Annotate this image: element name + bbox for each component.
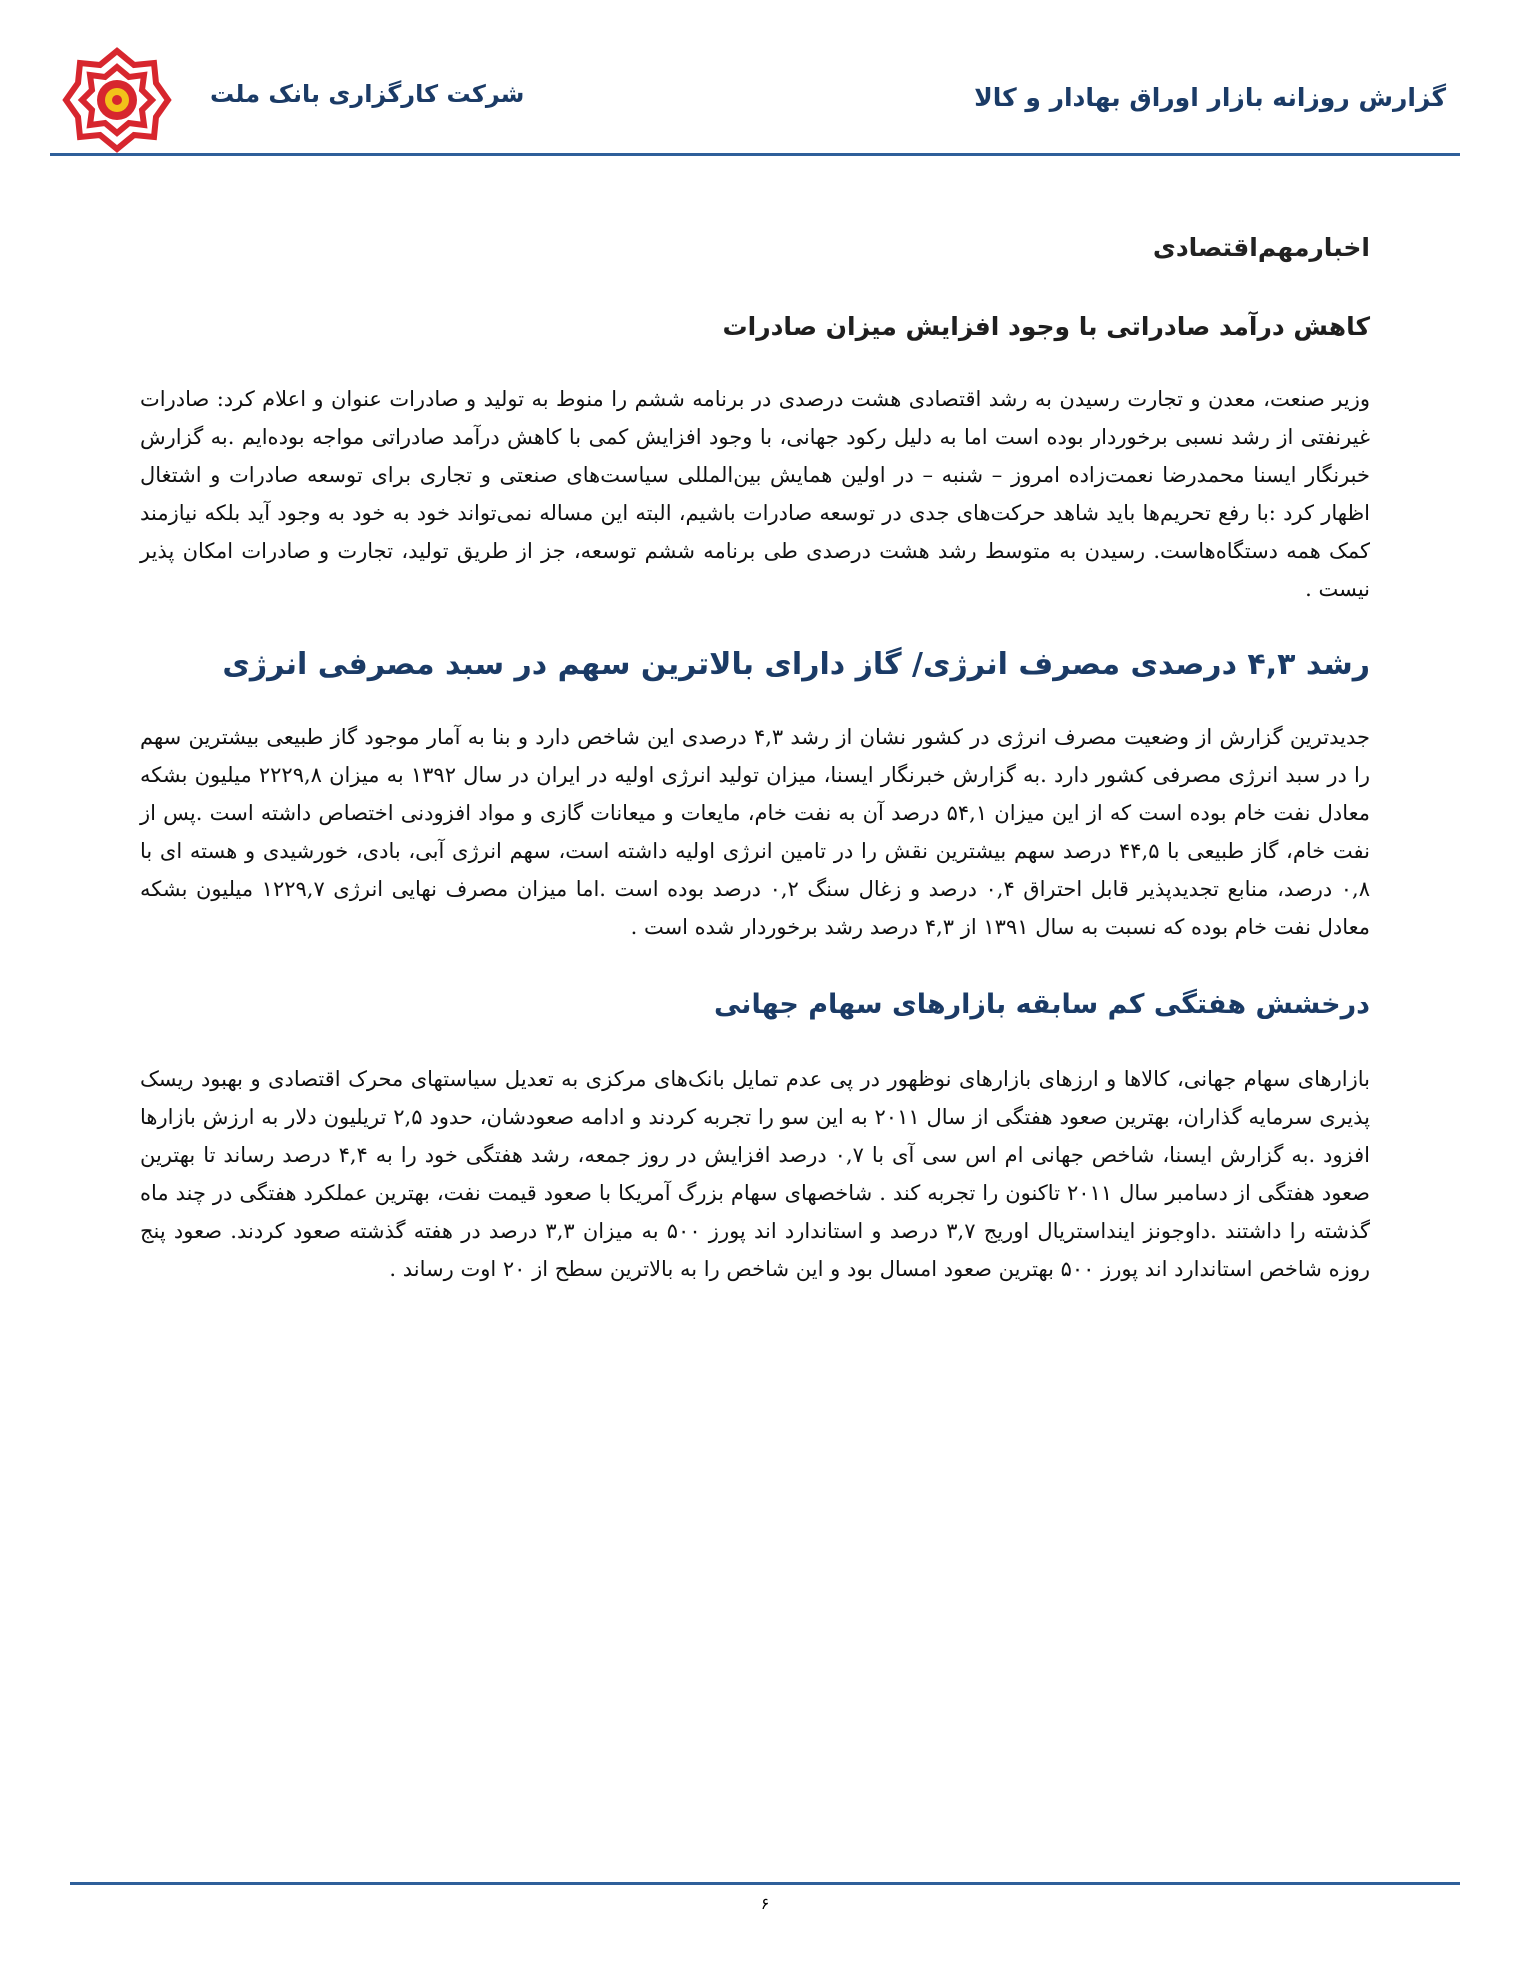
page-header [50,45,1460,155]
article-1 [140,309,1370,608]
footer-divider [70,1882,1460,1885]
article-2 [140,644,1370,946]
article-3 [140,986,1370,1288]
article-title: درخشش هفتگی کم سابقه بازارهای سهام جهانی [713,989,1370,1020]
report-title: گزارش روزانه بازار اوراق بهادار و کالا [974,83,1446,112]
company-name: شرکت کارگزاری بانک ملت [210,80,525,108]
article-title: کاهش درآمد صادراتی با وجود افزایش میزان صادرات [722,312,1370,341]
section-heading: اخبارمهم‌اقتصادی [1152,233,1370,262]
main-content [140,230,1370,1288]
article-title: رشد ۴,۳ درصدی مصرف انرژی/ گاز دارای بالاترین سهم در سبد مصرفی انرژی [222,647,1370,682]
article-body: جدیدترین گزارش از وضعیت مصرف انرژی در کشور نشان از رشد ۴,۳ درصدی این شاخص دارد و بنا به آمار موجود گاز طبیعی بیشترین سهم را در سبد انرژی مصرفی کشور دارد .به گزارش خبرنگار ایسنا، میزان تولید انرژی اولیه در ایران در سال ۱۳۹۲ به میزان ۲۲۲۹,۸ میلیون بشکه معادل نفت خام بوده است که از این میزان ۵۴,۱ درصد آن به نفت خام، مایعات و میعانات گازی و مواد افزودنی اختصاص داشته است .پس از نفت خام، گاز طبیعی با ۴۴,۵ درصد سهم بیشترین نقش را در تامین انرژی اولیه داشته است، سهم انرژی آبی، بادی، خورشیدی و هسته ای با ۰,۸ درصد، منابع تجدیدپذیر قابل احتراق ۰,۴ درصد و زغال سنگ ۰,۲ درصد بوده است .اما میزان مصرف نهایی انرژی ۱۲۲۹,۷ میلیون بشکه معادل نفت خام بوده که نسبت به سال ۱۳۹۱ از ۴,۳ درصد رشد برخوردار شده است . [140,725,1371,939]
bank-mellat-logo-icon [62,45,172,155]
article-body: بازارهای سهام جهانی، کالاها و ارزهای بازارهای نوظهور در پی عدم تمایل بانک‌های مرکزی به تعدیل سیاستهای محرک اقتصادی و بهبود ریسک پذیری سرمایه گذاران، بهترین صعود هفتگی از سال ۲۰۱۱ به این سو را تجربه کردند و ادامه صعودشان، حدود ۲,۵ تریلیون دلار به ارزش بازارها افزود .به گزارش ایسنا، شاخص جهانی ام اس سی آی با ۰,۷ درصد افزایش در روز جمعه، رشد هفتگی خود را به ۴,۴ درصد رساند تا بهترین صعود هفتگی از دسامبر سال ۲۰۱۱ تاکنون را تجربه کند . شاخصهای سهام بزرگ آمریکا با صعود قیمت نفت، بهترین عملکرد هفتگی در چند ماه گذشته را داشتند .داوجونز اینداستریال اوریج ۳,۷ درصد و استاندارد اند پورز ۵۰۰ به میزان ۳,۳ درصد در هفته گذشته صعود کردند. صعود پنج روزه شاخص استاندارد اند پورز ۵۰۰ بهترین صعود امسال بود و این شاخص را به بالاترین سطح از ۲۰ اوت رساند . [140,1066,1371,1281]
header-divider [50,153,1460,156]
page-number: ۶ [760,1894,770,1913]
article-body: وزیر صنعت، معدن و تجارت رسیدن به رشد اقتصادی هشت درصدی در برنامه ششم را منوط به تولید و صادرات عنوان و اعلام کرد: صادرات غیرنفتی از رشد نسبی برخوردار بوده است اما به دلیل رکود جهانی، با وجود افزایش کمی با کاهش درآمد صادراتی مواجه بوده‌ایم .به گزارش خبرنگار ایسنا محمدرضا نعمت‌زاده امروز – شنبه – در اولین همایش بین‌المللی سیاست‌های صنعتی و تجاری برای توسعه صادرات و اشتغال اظهار کرد :با رفع تحریم‌ها باید شاهد حرکت‌های جدی در توسعه صادرات باشیم، البته این مساله نمی‌تواند خود به خود به وجود آید بلکه نیازمند کمک همه دستگاه‌هاست. رسیدن به متوسط رشد هشت درصدی طی برنامه ششم توسعه، جز از طریق تولید، تجارت و صادرات امکان پذیر نیست . [140,387,1370,601]
